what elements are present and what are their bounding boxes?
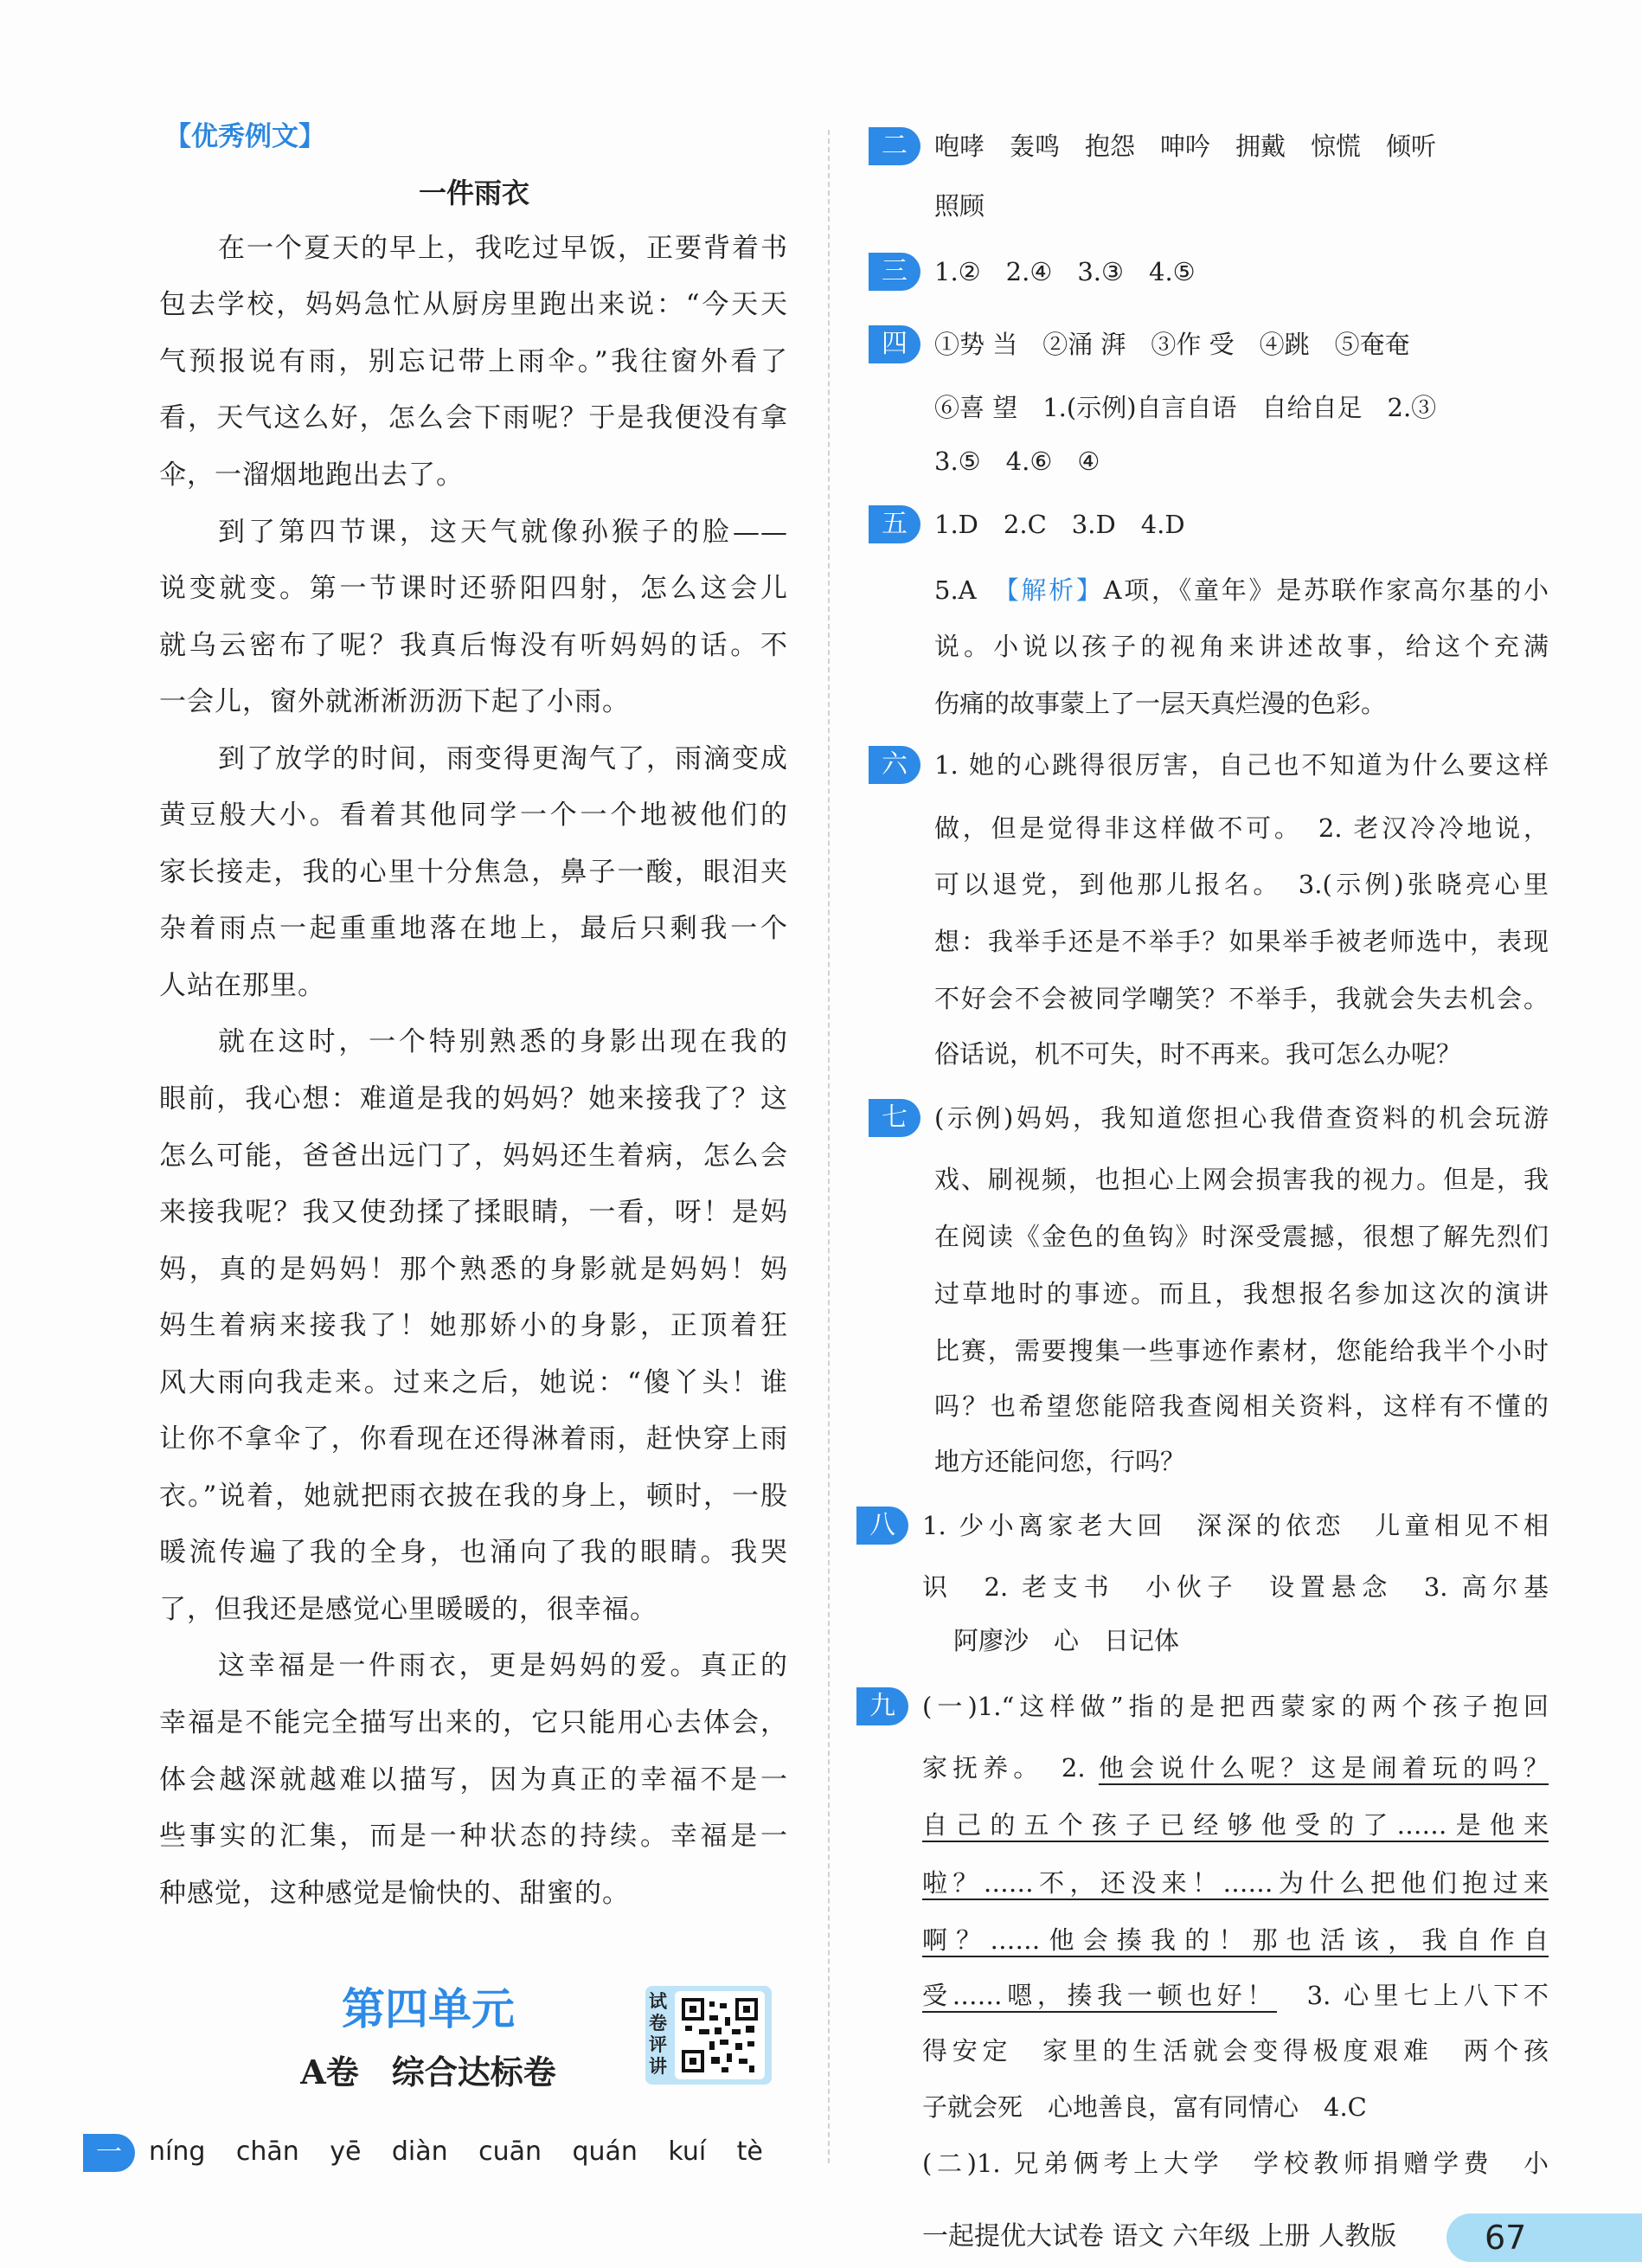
answer-text: 不好会不会被同学嘲笑？不举手，我就会失去机会。 (934, 984, 1549, 1013)
answer-text: 俗话说，机不可失，时不再来。我可怎么办呢？ (934, 1039, 1462, 1069)
unit-subtitle: A卷 综合达标卷 (300, 2053, 556, 2091)
answer-line (922, 1863, 1549, 1903)
qr-label: 试卷评讲 (649, 1991, 667, 2077)
pinyin-item: cuān (478, 2136, 542, 2167)
answer-text: 阿廖沙 心 日记体 (953, 1626, 1180, 1655)
answer-text: (一)1.“这样做”指的是把西蒙家的两个孩子抱回 (922, 1692, 1549, 1721)
essay-line: 在一个夏天的早上，我吃过早饭，正要背着书 (218, 233, 788, 264)
answer-line (922, 1920, 1549, 1960)
pinyin-item: tè (736, 2136, 763, 2167)
answer-line (934, 864, 1549, 904)
section-badge: 六 (869, 746, 920, 784)
section-badge-1: 一 (83, 2134, 135, 2172)
answer-line (934, 441, 1549, 481)
section-badge: 九 (856, 1687, 908, 1725)
essay-line: 幸福是不能完全描写出来的，它只能用心去体会， (159, 1707, 788, 1738)
pinyin-row (149, 2132, 763, 2172)
essay-line: 家长接走，我的心里十分焦急，鼻子一酸，眼泪夹 (159, 857, 788, 888)
answer-line (934, 1217, 1549, 1256)
answer-line (922, 1805, 1549, 1845)
answer-text: 1. 少小离家老大回 深深的依恋 儿童相见不相 (922, 1511, 1549, 1540)
answer-line (922, 1506, 1549, 1545)
answer-text: 3.⑤ 4.⑥ ④ (934, 447, 1100, 476)
answer-text: 说。小说以孩子的视角来讲述故事，给这个充满 (934, 632, 1549, 661)
essay-line: 就乌云密布了呢？我真后悔没有听妈妈的话。不 (159, 630, 788, 661)
answer-line (922, 2087, 1549, 2127)
answer-text: 家抚养。 2. (922, 1753, 1099, 1783)
answer-line (922, 1567, 1549, 1607)
answer-text: 地方还能问您，行吗？ (934, 1447, 1186, 1476)
essay-line: 暖流传遍了我的全身，也涌向了我的眼睛。我哭 (159, 1537, 788, 1568)
answer-line (934, 1386, 1549, 1426)
answer-text: 得安定 家里的生活就会变得极度艰难 两个孩 (922, 2036, 1549, 2066)
answer-text: 伤痛的故事蒙上了一层天真烂漫的色彩。 (934, 689, 1387, 718)
section-badge: 三 (869, 253, 920, 291)
answer-line (934, 626, 1549, 666)
section-badge: 四 (869, 325, 920, 363)
answer-line (934, 922, 1549, 961)
essay-title: 一件雨衣 (418, 177, 529, 209)
answer-line (922, 1976, 1549, 2015)
pinyin-item: yē (330, 2136, 362, 2167)
answer-text: 1.D 2.C 3.D 4.D (934, 510, 1185, 539)
essay-line: 杂着雨点一起重重地落在地上，最后只剩我一个 (159, 913, 788, 944)
essay-line: 包去学校，妈妈急忙从厨房里跑出来说：“今天天 (159, 289, 788, 320)
essay-line: 体会越深就越难以描写，因为真正的幸福不是一 (159, 1764, 788, 1796)
answer-line (934, 1274, 1549, 1314)
underlined-answer: 他会说什么呢？这是闹着玩的吗？ (1098, 1753, 1549, 1783)
section-badge: 八 (856, 1507, 908, 1545)
answer-text: 5.A (934, 575, 1007, 605)
section-badge: 五 (869, 505, 920, 543)
answer-line (934, 1034, 1549, 1074)
underlined-answer: 啊？……他会揍我的！那也活该，我自作自 (922, 1925, 1549, 1955)
answer-text: 过草地时的事迹。而且，我想报名参加这次的演讲 (934, 1279, 1549, 1308)
answer-text: 照顾 (934, 191, 985, 221)
underlined-answer: 受……嗯，揍我一顿也好！ (922, 1981, 1278, 2010)
essay-line: 这幸福是一件雨衣，更是妈妈的爱。真正的 (218, 1650, 788, 1681)
qr-code-icon (675, 1991, 765, 2079)
answer-line (934, 979, 1549, 1018)
answer-line (934, 252, 1549, 292)
essay-line: 到了第四节课，这天气就像孙猴子的脸—— (218, 517, 788, 548)
answer-line (934, 808, 1549, 848)
pinyin-item: kuí (668, 2136, 707, 2167)
answer-text: 做，但是觉得非这样做不可。 2. 老汉冷冷地说， (934, 813, 1549, 843)
answer-line (934, 1098, 1549, 1138)
essay-line: 怎么可能，爸爸出远门了，妈妈还生着病，怎么会 (159, 1140, 788, 1172)
answer-text: 在阅读《金色的鱼钩》时深受震撼，很想了解先烈们 (934, 1222, 1549, 1251)
essay-line: 了，但我还是感觉心里暖暖的，很幸福。 (159, 1594, 657, 1625)
essay-line: 看，天气这么好，怎么会下雨呢？于是我便没有拿 (159, 402, 788, 434)
essay-line: 黄豆般大小。看着其他同学一个一个地被他们的 (159, 800, 788, 831)
essay-line: 些事实的汇集，而是一种状态的持续。幸福是一 (159, 1821, 788, 1852)
answer-text: (示例)妈妈，我知道您担心我借查资料的机会玩游 (934, 1103, 1549, 1133)
essay-tag: 【优秀例文】 (164, 121, 325, 152)
essay-line: 种感觉，这种感觉是愉快的、甜蜜的。 (159, 1878, 630, 1909)
section-badge: 七 (869, 1099, 920, 1137)
essay-line: 眼前，我心想：难道是我的妈妈？她来接我了？这 (159, 1083, 788, 1115)
analysis-label: 【解析】 (1006, 575, 1104, 605)
answer-text: 识 2. 老支书 小伙子 设置悬念 3. 高尔基 (922, 1572, 1549, 1602)
answer-text: 咆哮 轰鸣 抱怨 呻吟 拥戴 惊慌 倾听 (934, 132, 1437, 161)
answer-text: 吗？也希望您能陪我查阅相关资料，这样有不懂的 (934, 1391, 1549, 1421)
answer-line (922, 2031, 1549, 2071)
pinyin-item: chān (235, 2136, 299, 2167)
answer-text: 想：我举手还是不举手？如果举手被老师选中，表现 (934, 927, 1549, 956)
essay-line: 说变就变。第一节课时还骄阳四射，怎么这会儿 (159, 573, 788, 604)
page-number: 67 (1485, 2219, 1527, 2257)
answer-line (934, 186, 1549, 226)
answer-text: 子就会死 心地善良，富有同情心 4.C (922, 2092, 1367, 2122)
essay-line: 来接我呢？我又使劲揉了揉眼睛，一看，呀！是妈 (159, 1197, 788, 1228)
column-divider (828, 130, 830, 2163)
pinyin-item: níng (149, 2136, 206, 2167)
page-number-badge (1446, 2213, 1642, 2262)
answer-text: 1.② 2.④ 3.③ 4.⑤ (934, 257, 1196, 286)
answer-text: ①势 当 ②涌 湃 ③作 受 ④跳 ⑤奄奄 (934, 330, 1410, 359)
essay-line: 衣。”说着，她就把雨衣披在我的身上，顿时，一股 (159, 1481, 788, 1512)
essay-line: 风大雨向我走来。过来之后，她说：“傻丫头！谁 (159, 1367, 788, 1398)
answer-line (934, 745, 1549, 785)
answer-line (934, 1160, 1549, 1199)
qr-box[interactable] (645, 1986, 772, 2085)
underlined-answer: 自己的五个孩子已经够他受的了……是他来 (922, 1810, 1549, 1840)
answer-text: 戏、刷视频，也担心上网会损害我的视力。但是，我 (934, 1165, 1549, 1194)
answer-line (934, 1331, 1549, 1371)
answer-line (922, 1687, 1549, 1726)
answer-line (934, 684, 1549, 723)
answer-line (934, 126, 1549, 166)
essay-line: 让你不拿伞了，你看现在还得淋着雨，赶快穿上雨 (159, 1423, 788, 1455)
answer-line (934, 570, 1549, 610)
answer-text: 比赛，需要搜集一些事迹作素材，您能给我半个小时 (934, 1336, 1549, 1365)
answer-text: A项，《童年》是苏联作家高尔基的小 (1103, 575, 1549, 605)
answer-text: ⑥喜 望 1.(示例)自言自语 自给自足 2.③ (934, 393, 1437, 422)
answer-line (934, 388, 1549, 427)
essay-line: 妈，真的是妈妈！那个熟悉的身影就是妈妈！妈 (159, 1254, 788, 1285)
answer-text: 可以退党，到他那儿报名。 3.(示例)张晓亮心里 (934, 870, 1549, 899)
unit-title: 第四单元 (342, 1984, 515, 2034)
footer-book-title: 一起提优大试卷 语文 六年级 上册 人教版 (922, 2221, 1397, 2252)
answer-text: (二)1. 兄弟俩考上大学 学校教师捐赠学费 小 (922, 2149, 1549, 2178)
answer-text: 3. 心里七上八下不 (1277, 1981, 1549, 2010)
section-badge: 二 (869, 127, 920, 165)
essay-line: 气预报说有雨，别忘记带上雨伞。”我往窗外看了 (159, 346, 788, 377)
answer-line (953, 1621, 1549, 1661)
answer-line (922, 2143, 1549, 2183)
essay-line: 伞，一溜烟地跑出去了。 (159, 459, 464, 491)
essay-line: 人站在那里。 (159, 970, 325, 1001)
essay-line: 就在这时，一个特别熟悉的身影出现在我的 (218, 1026, 788, 1057)
essay-line: 到了放学的时间，雨变得更淘气了，雨滴变成 (218, 743, 788, 774)
answer-line (934, 324, 1549, 364)
answer-text: 1. 她的心跳得很厉害，自己也不知道为什么要这样 (934, 750, 1549, 780)
answer-line (934, 504, 1549, 544)
essay-line: 妈生着病来接我了！她那娇小的身影，正顶着狂 (159, 1310, 788, 1341)
answer-line (922, 1748, 1549, 1788)
answer-line (934, 1442, 1549, 1481)
pinyin-item: diàn (391, 2136, 448, 2167)
underlined-answer: 啦？……不，还没来！……为什么把他们抱过来 (922, 1868, 1549, 1898)
pinyin-item: quán (572, 2136, 638, 2167)
essay-line: 一会儿，窗外就淅淅沥沥下起了小雨。 (159, 686, 630, 717)
